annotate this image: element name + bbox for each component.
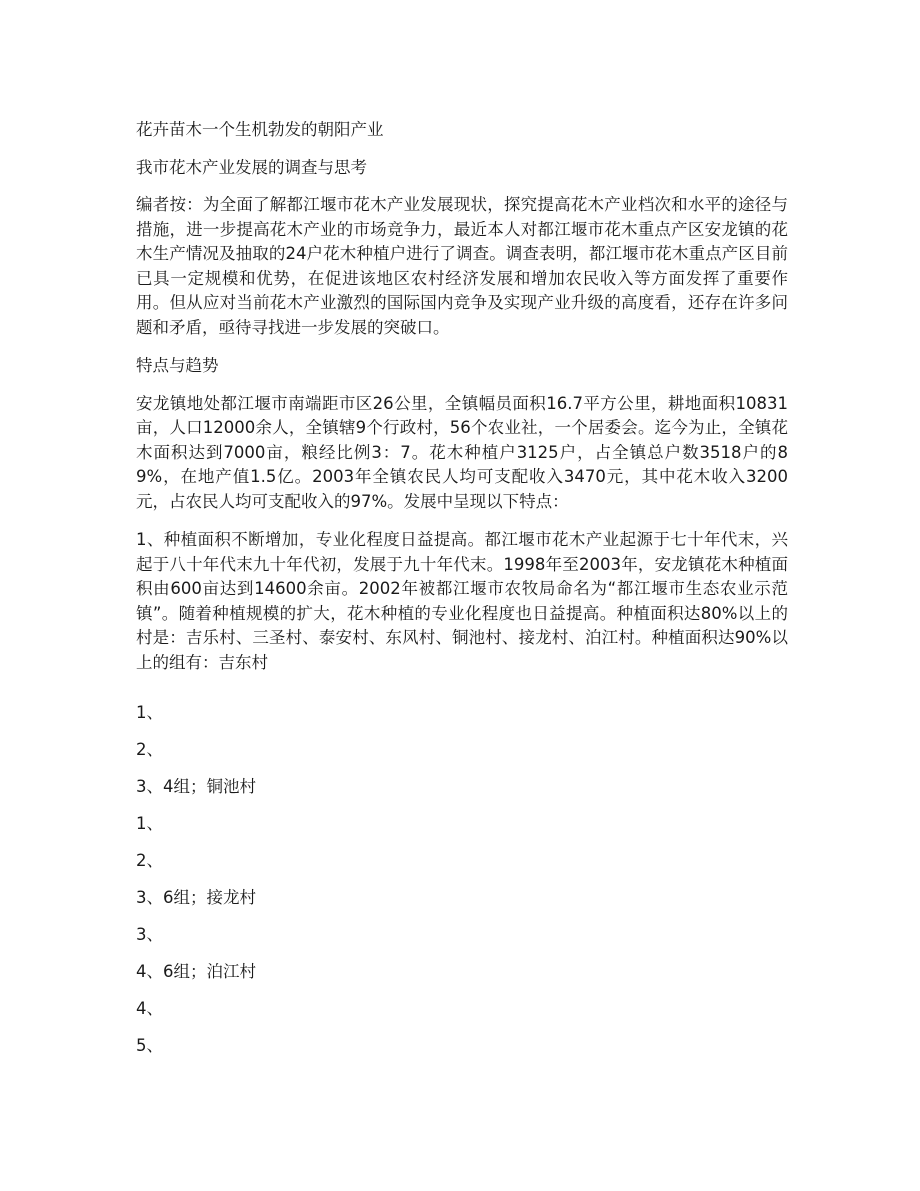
editor-note-paragraph: 编者按：为全面了解都江堰市花木产业发展现状，探究提高花木产业档次和水平的途径与措施，进一步提高花木产业的市场竞争力，最近本人对都江堰市花木重点产区安龙镇的花木生产情况及抽取的24户花木种植户进行了调查。调查表明，都江堰市花木重点产区目前已具一定规模和优势，在促进该地区农村经济发展和增加农民收入等方面发挥了重要作用。但从应对当前花木产业激烈的国际国内竞争及实现产业升级的高度看，还存在许多问题和矛盾，亟待寻找进一步发展的突破口。 bbox=[136, 195, 788, 337]
list-item: 5、 bbox=[136, 1036, 163, 1055]
list-item: 4、6组；泊江村 bbox=[136, 962, 256, 981]
list-item: 1、 bbox=[136, 703, 163, 722]
list-item: 4、 bbox=[136, 999, 163, 1018]
document-subtitle: 我市花木产业发展的调查与思考 bbox=[136, 157, 367, 177]
document-title: 花卉苗木一个生机勃发的朝阳产业 bbox=[136, 120, 384, 139]
section-heading: 特点与趋势 bbox=[136, 356, 219, 375]
list-item: 3、 bbox=[136, 925, 163, 944]
list-item: 2、 bbox=[136, 740, 163, 759]
list-item: 3、4组；铜池村 bbox=[136, 777, 256, 796]
overview-paragraph: 安龙镇地处都江堰市南端距市区26公里，全镇幅员面积16.7平方公里，耕地面积10831亩，人口12000余人，全镇辖9个行政村，56个农业社，一个居委会。迄今为止，全镇花木面积达到7000亩，粮经比例3：7。花木种植户3125户，占全镇总户数3518户的89%，在地产值1.5亿。2003年全镇农民人均可支配收入3470元，其中花木收入3200元，占农民人均可支配收入的97%。发展中呈现以下特点： bbox=[136, 393, 788, 511]
list-item: 3、6组；接龙村 bbox=[136, 888, 256, 907]
point-one-paragraph: 1、种植面积不断增加，专业化程度日益提高。都江堰市花木产业起源于七十年代末，兴起于八十年代末九十年代初，发展于九十年代末。1998年至2003年，安龙镇花木种植面积由600亩达到14600余亩。2002年被都江堰市农牧局命名为“都江堰市生态农业示范镇”。随着种植规模的扩大，花木种植的专业化程度也日益提高。种植面积达80%以上的村是：吉乐村、三圣村、泰安村、东风村、铜池村、接龙村、泊江村。种植面积达90%以上的组有：吉东村 bbox=[136, 530, 788, 672]
list-item: 2、 bbox=[136, 851, 163, 870]
list-item: 1、 bbox=[136, 814, 163, 833]
document-page bbox=[136, 118, 788, 1071]
